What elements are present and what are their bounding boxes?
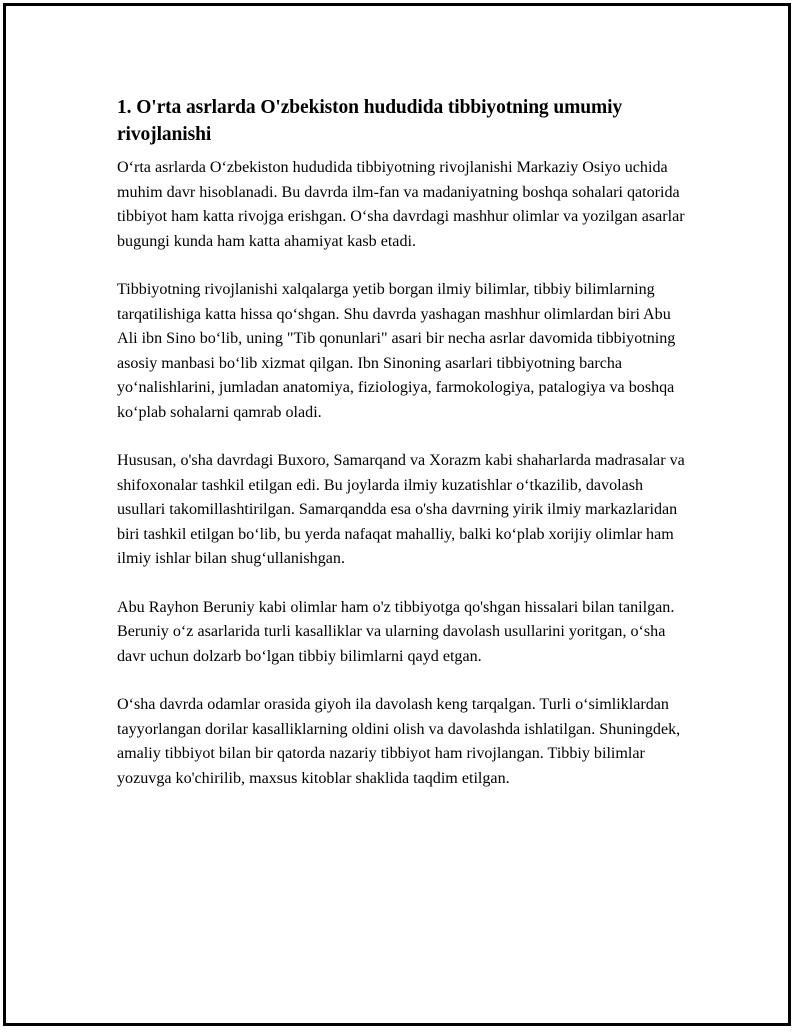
paragraph-beruniy: Abu Rayhon Beruniy kabi olimlar ham o'z tibbiyotga qo'shgan hissalari bilan tanilgan. Beruniy o‘z asarlarida turli kasalliklar va ularning davolash usullarini yoritgan, o‘sha davr uchun dolzarb bo‘lgan tibbiy bilimlarni qayd etgan.: [117, 598, 675, 665]
document-body: [117, 94, 693, 815]
paragraph-cities: Hususan, o'sha davrdagi Buxoro, Samarqand va Xorazm kabi shaharlarda madrasalar va shifoxonalar tashkil etilgan edi. Bu joylarda ilmiy kuzatishlar o‘tkazilib, davolash usullari takomillashtirilgan. Samarqandda esa o'sha davrning yirik ilmiy markazlaridan biri tashkil etilgan bo‘lib, bu yerda nafaqat mahalliy, balki ko‘plab xorijiy olimlar ham ilmiy ishlar bilan shug‘ullanishgan.: [117, 452, 685, 567]
paragraph-herbal-medicine: O‘sha davrda odamlar orasida giyoh ila davolash keng tarqalgan. Turli o‘simliklardan tayyorlangan dorilar kasalliklarning oldini olish va davolashda ishlatilgan. Shuningdek, amaliy tibbiyot bilan bir qatorda nazariy tibbiyot ham rivojlangan. Tibbiy bilimlar yozuvga ko'chirilib, maxsus kitoblar shaklida taqdim etilgan.: [117, 696, 681, 787]
paragraph-intro: O‘rta asrlarda O‘zbekiston hududida tibbiyotning rivojlanishi Markaziy Osiyo uchida muhim davr hisoblanadi. Bu davrda ilm-fan va madaniyatning boshqa sohalari qatorida tibbiyot ham katta rivojga erishgan. O‘sha davrdagi mashhur olimlar va yozilgan asarlar bugungi kunda ham katta ahamiyat kasb etadi.: [117, 159, 685, 250]
section-title: 1. O'rta asrlarda O'zbekiston hududida tibbiyotning umumiy rivojlanishi: [117, 97, 623, 145]
paragraph-ibn-sino: Tibbiyotning rivojlanishi xalqalarga yetib borgan ilmiy bilimlar, tibbiy bilimlarning tarqatilishiga katta hissa qo‘shgan. Shu davrda yashagan mashhur olimlardan biri Abu Ali ibn Sino bo‘lib, uning "Tib qonunlari" asari bir necha asrlar davomida tibbiyotning asosiy manbasi bo‘lib xizmat qilgan. Ibn Sinoning asarlari tibbiyotning barcha yo‘nalishlarini, jumladan anatomiya, fiziologiya, farmokologiya, patalogiya va boshqa ko‘plab sohalarni qamrab oladi.: [117, 281, 676, 421]
